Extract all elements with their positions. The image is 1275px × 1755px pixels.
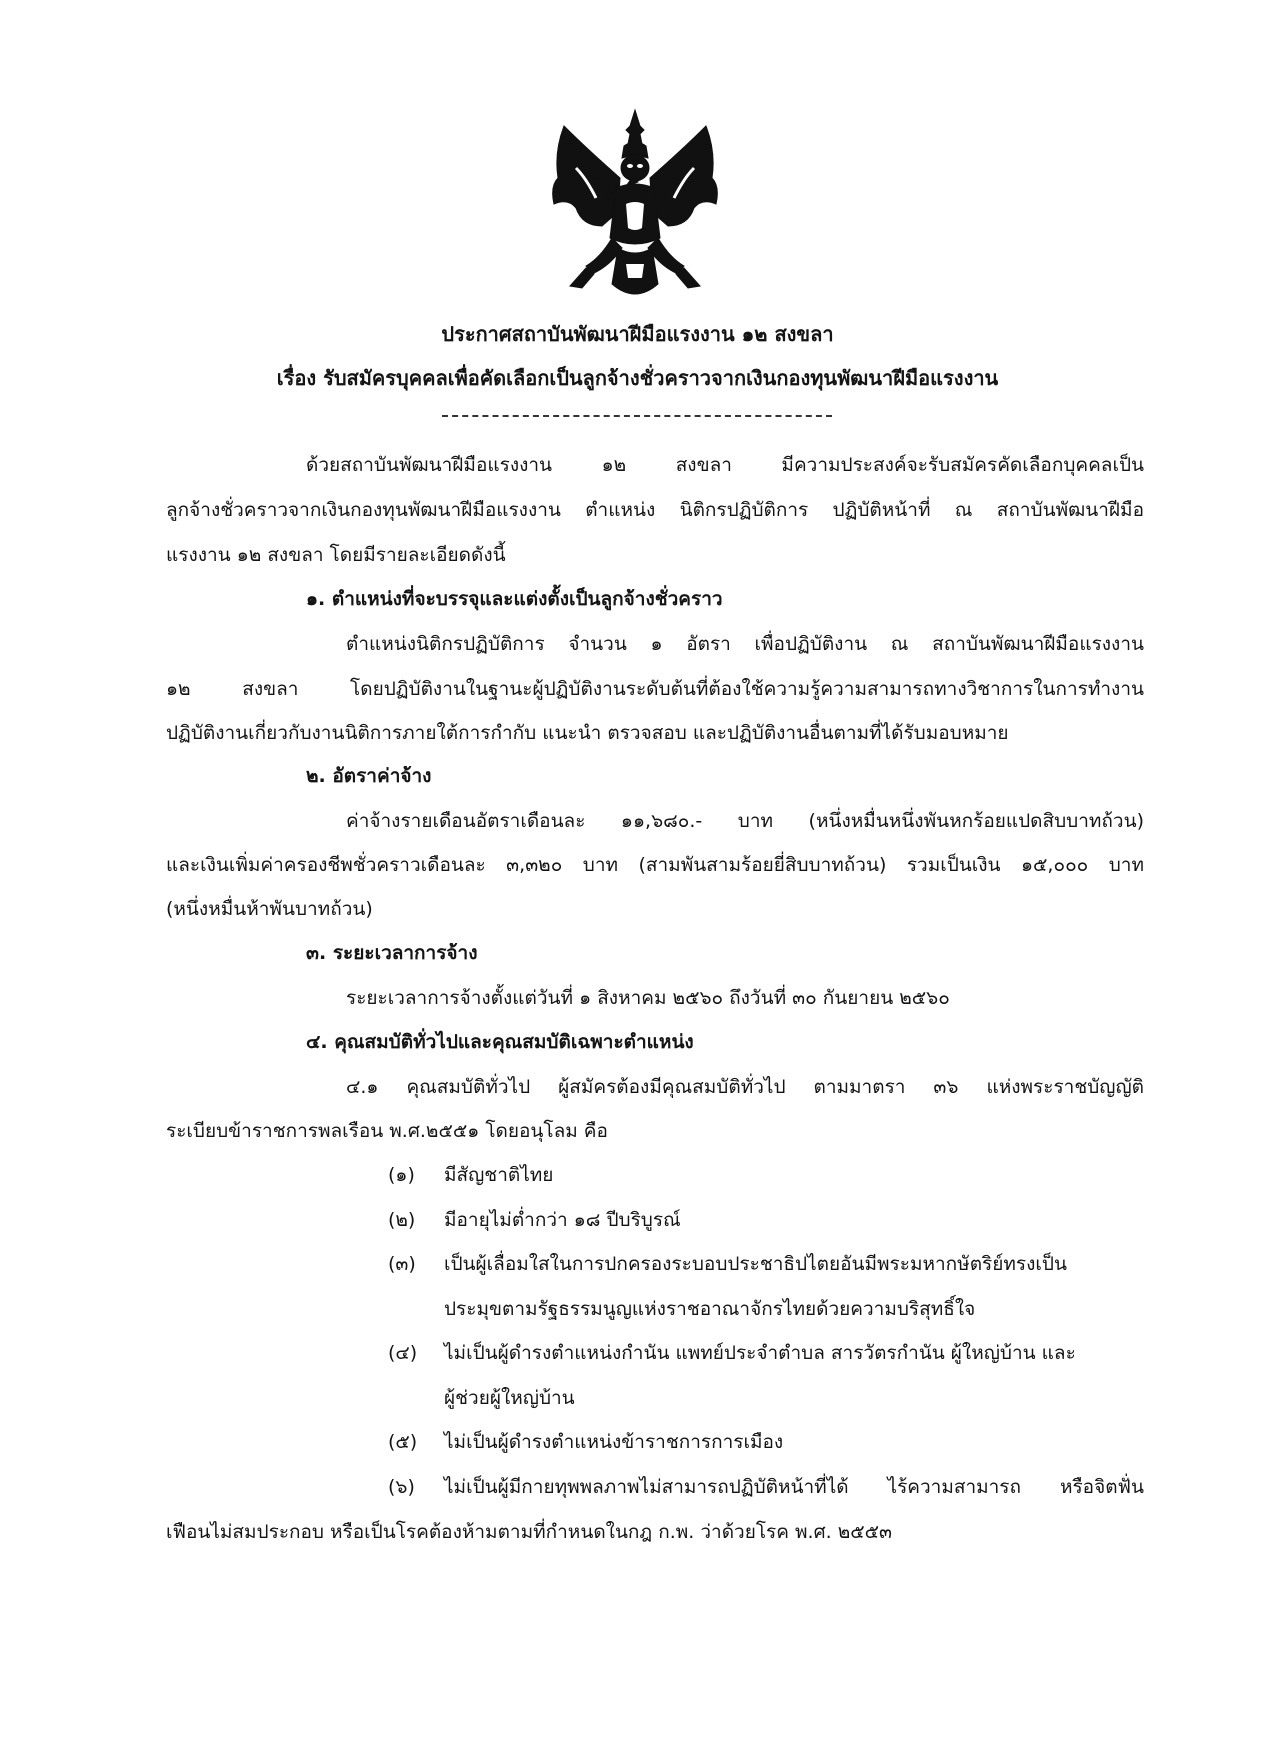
item-5-text: ไม่เป็นผู้ดำรงตำแหน่งข้าราชการการเมือง (444, 1431, 784, 1453)
intro-line-1: ด้วยสถาบันพัฒนาฝีมือแรงงาน ๑๒ สงขลา มีความประสงค์จะรับสมัครคัดเลือกบุคคลเป็น (306, 454, 1144, 476)
item-4-text-line-1: ไม่เป็นผู้ดำรงตำแหน่งกำนัน แพทย์ประจำตำบล สารวัตรกำนัน ผู้ใหญ่บ้าน และ (444, 1342, 1076, 1364)
item-3-number: (๓) (388, 1253, 416, 1275)
item-3-text-line-1: เป็นผู้เลื่อมใสในการปกครองระบอบประชาธิปไตยอันมีพระมหากษัตริย์ทรงเป็น (444, 1253, 1067, 1275)
section-4-line-1: ๔.๑ คุณสมบัติทั่วไป ผู้สมัครต้องมีคุณสมบัติทั่วไป ตามมาตรา ๓๖ แห่งพระราชบัญญัติ (346, 1076, 1144, 1098)
item-6-text-line-2: เฟือนไม่สมประกอบ หรือเป็นโรคต้องห้ามตามที่กำหนดในกฎ ก.พ. ว่าด้วยโรค พ.ศ. ๒๕๕๓ (166, 1521, 892, 1543)
document-title: ประกาศสถาบันพัฒนาฝีมือแรงงาน ๑๒ สงขลา (441, 322, 834, 346)
item-6-number: (๖) (388, 1476, 415, 1498)
item-1-text: มีสัญชาติไทย (444, 1164, 554, 1186)
item-4-number: (๔) (388, 1342, 418, 1364)
section-2-line-3: (หนึ่งหมื่นห้าพันบาทถ้วน) (166, 898, 373, 920)
section-1-line-2: ๑๒ สงขลา โดยปฏิบัติงานในฐานะผู้ปฏิบัติงานระดับต้นที่ต้องใช้ความรู้ความสามารถทางวิชาการในการทำงาน (166, 678, 1144, 700)
garuda-emblem-icon (546, 108, 724, 304)
section-4-line-2: ระเบียบข้าราชการพลเรือน พ.ศ.๒๕๕๑ โดยอนุโลม คือ (166, 1120, 608, 1142)
section-3-heading: ๓. ระยะเวลาการจ้าง (306, 942, 478, 964)
section-2-heading: ๒. อัตราค่าจ้าง (306, 765, 432, 787)
item-1-number: (๑) (388, 1164, 415, 1186)
section-1-line-3: ปฏิบัติงานเกี่ยวกับงานนิติการภายใต้การกำกับ แนะนำ ตรวจสอบ และปฏิบัติงานอื่นตามที่ได้รับมอบหมาย (166, 722, 1009, 744)
intro-line-3: แรงงาน ๑๒ สงขลา โดยมีรายละเอียดดังนี้ (166, 544, 506, 566)
item-4-text-line-2: ผู้ช่วยผู้ใหญ่บ้าน (444, 1387, 575, 1409)
item-5-number: (๕) (388, 1431, 418, 1453)
item-6-text-line-1: ไม่เป็นผู้มีกายทุพพลภาพไม่สามารถปฏิบัติหน้าที่ได้ ไร้ความสามารถ หรือจิตฟั่น (444, 1476, 1144, 1498)
section-1-line-1: ตำแหน่งนิติกรปฏิบัติการ จำนวน ๑ อัตรา เพื่อปฏิบัติงาน ณ สถาบันพัฒนาฝีมือแรงงาน (346, 633, 1144, 655)
section-1-heading: ๑. ตำแหน่งที่จะบรรจุและแต่งตั้งเป็นลูกจ้างชั่วคราว (306, 588, 723, 610)
item-2-number: (๒) (388, 1209, 416, 1231)
intro-line-2: ลูกจ้างชั่วคราวจากเงินกองทุนพัฒนาฝีมือแรงงาน ตำแหน่ง นิติกรปฏิบัติการ ปฏิบัติหน้าที่ ณ สถาบันพัฒนาฝีมือ (166, 499, 1144, 521)
item-2-text: มีอายุไม่ต่ำกว่า ๑๘ ปีบริบูรณ์ (444, 1209, 681, 1231)
item-3-text-line-2: ประมุขตามรัฐธรรมนูญแห่งราชอาณาจักรไทยด้วยความบริสุทธิ์ใจ (444, 1298, 976, 1320)
section-4-heading: ๔. คุณสมบัติทั่วไปและคุณสมบัติเฉพาะตำแหน่ง (306, 1031, 694, 1053)
section-3-line-1: ระยะเวลาการจ้างตั้งแต่วันที่ ๑ สิงหาคม ๒๕๖๐ ถึงวันที่ ๓๐ กันยายน ๒๕๖๐ (346, 987, 950, 1009)
title-divider (442, 415, 832, 417)
document-subject: เรื่อง รับสมัครบุคคลเพื่อคัดเลือกเป็นลูกจ้างชั่วคราวจากเงินกองทุนพัฒนาฝีมือแรงงาน (276, 366, 999, 390)
section-2-line-1: ค่าจ้างรายเดือนอัตราเดือนละ ๑๑,๖๘๐.- บาท (หนึ่งหมื่นหนึ่งพันหกร้อยแปดสิบบาทถ้วน) (346, 810, 1144, 832)
section-2-line-2: และเงินเพิ่มค่าครองชีพชั่วคราวเดือนละ ๓,๓๒๐ บาท (สามพันสามร้อยยี่สิบบาทถ้วน) รวมเป็นเงิน ๑๕,๐๐๐ บาท (166, 854, 1144, 876)
